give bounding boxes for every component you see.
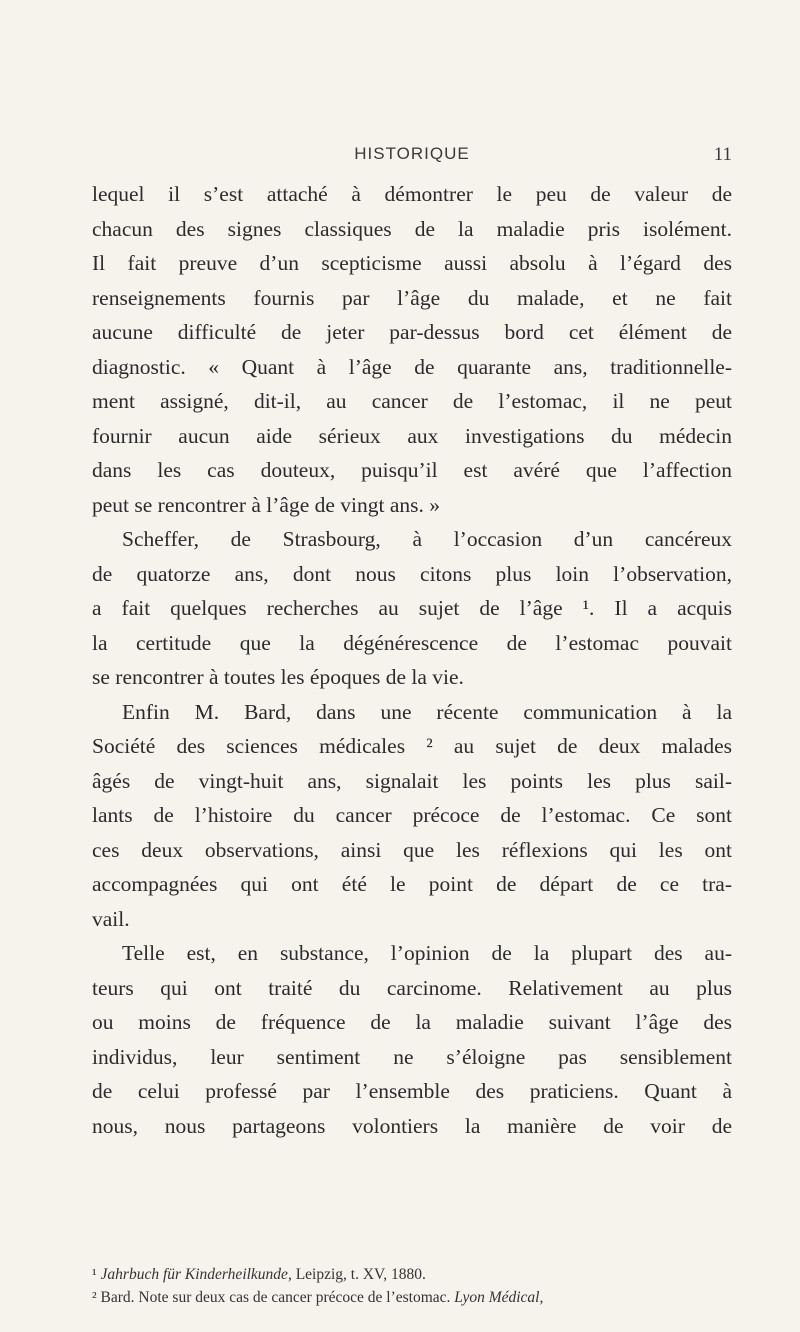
text-line: chacun des signes classiques de la maladie pris isolément. — [92, 216, 732, 241]
footnote-1-title: Jahrbuch für Kinderheilkunde — [100, 1266, 288, 1283]
text-line: âgés de vingt-huit ans, signalait les points les plus sail- — [92, 768, 732, 793]
text-line: dans les cas douteux, puisqu’il est avéré que l’affection — [92, 458, 732, 482]
text-line: Société des sciences médicales ² au sujet de deux malades — [92, 734, 732, 758]
text-line: aucune difficulté de jeter par-dessus bord cet élément de — [92, 320, 732, 344]
footnote-2-marker: ² — [92, 1289, 97, 1306]
text-line: Telle est, en substance, l’opinion de la plupart des au- — [122, 941, 732, 965]
text-line: Enfin M. Bard, dans une récente communication à la — [122, 699, 732, 724]
footnote-1-marker: ¹ — [92, 1266, 97, 1283]
text-line: ment assigné, dit-il, au cancer de l’estomac, il ne peut — [92, 389, 732, 413]
text-line: de celui professé par l’ensemble des praticiens. Quant à — [92, 1079, 732, 1103]
text-line: accompagnées qui ont été le point de départ de ce tra- — [92, 872, 732, 896]
text-line: lequel il s’est attaché à démontrer le peu de valeur de — [92, 182, 732, 206]
text-line: fournir aucun aide sérieux aux investigations du médecin — [92, 423, 732, 448]
text-line: teurs qui ont traité du carcinome. Relativement au plus — [92, 975, 732, 1000]
text-line: diagnostic. « Quant à l’âge de quarante ans, traditionnelle- — [92, 354, 732, 379]
text-line: se rencontrer à toutes les époques de la vie. — [92, 665, 464, 689]
text-line: nous, nous partageons volontiers la manière de voir de — [92, 1113, 732, 1138]
text-line: renseignements fournis par l’âge du malade, et ne fait — [92, 285, 732, 310]
text-line: Scheffer, de Strasbourg, à l’occasion d’un cancéreux — [122, 527, 732, 551]
text-line: ou moins de fréquence de la maladie suivant l’âge des — [92, 1010, 732, 1034]
page-number: 11 — [713, 144, 732, 165]
text-line: vail. — [92, 906, 130, 931]
body-text — [92, 177, 732, 1143]
text-line: de quatorze ans, dont nous citons plus loin l’observation, — [92, 561, 732, 586]
footnote-1 — [92, 1266, 732, 1284]
text-line: lants de l’histoire du cancer précoce de l’estomac. Ce sont — [92, 803, 732, 827]
text-line: individus, leur sentiment ne s’éloigne pas sensiblement — [92, 1044, 732, 1069]
text-line: Il fait preuve d’un scepticisme aussi absolu à l’égard des — [92, 251, 732, 275]
text-line: ces deux observations, ainsi que les réflexions qui les ont — [92, 837, 732, 862]
footnote-1-details: , Leipzig, t. XV, 1880. — [287, 1266, 426, 1283]
running-header — [92, 144, 732, 170]
running-title: HISTORIQUE — [354, 144, 470, 163]
footnote-2-journal: Lyon Médical, — [454, 1289, 544, 1306]
text-line: la certitude que la dégénérescence de l’estomac pouvait — [92, 630, 732, 655]
footnote-2-text: Bard. Note sur deux cas de cancer précoce de l’estomac. — [100, 1289, 455, 1306]
footnote-2 — [92, 1289, 732, 1307]
text-line: peut se rencontrer à l’âge de vingt ans. » — [92, 492, 441, 517]
text-line: a fait quelques recherches au sujet de l’âge ¹. Il a acquis — [92, 596, 732, 620]
